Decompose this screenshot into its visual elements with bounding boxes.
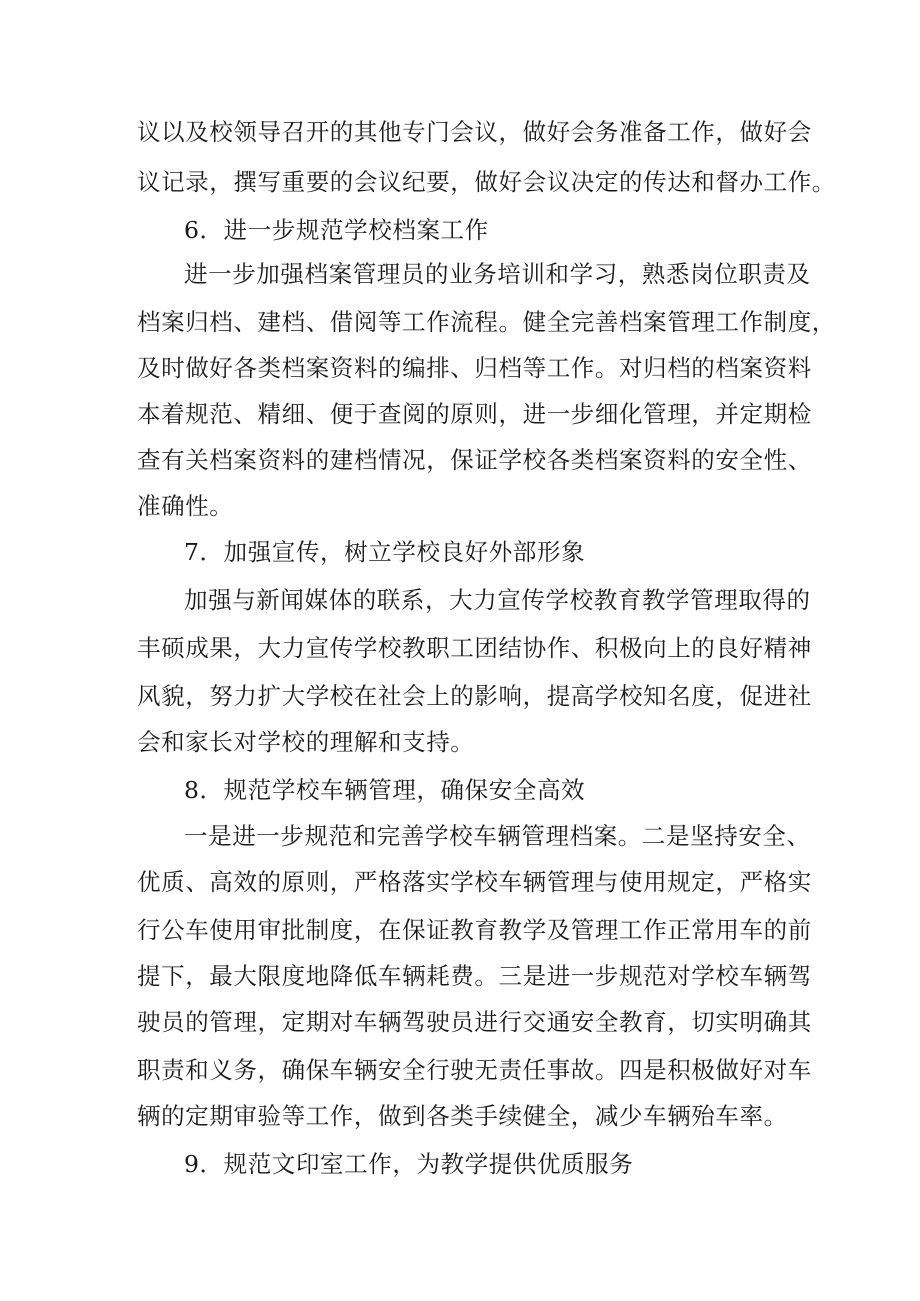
section-heading-8: 8．规范学校车辆管理，确保安全高效 <box>184 776 586 804</box>
text-line: 驶员的管理，定期对车辆驾驶员进行交通安全教育，切实明确其 <box>137 1008 812 1036</box>
text-line: 辆的定期审验等工作，做到各类手续健全，减少车辆殆车率。 <box>137 1102 788 1130</box>
text-line: 及时做好各类档案资料的编排、归档等工作。对归档的档案资料 <box>137 354 812 382</box>
text-line: 查有关档案资料的建档情况，保证学校各类档案资料的安全性、 <box>137 446 812 474</box>
text-line: 准确性。 <box>137 492 234 520</box>
text-line: 风貌，努力扩大学校在社会上的影响，提高学校知名度，促进社 <box>137 682 812 710</box>
text-line: 行公车使用审批制度，在保证教育教学及管理工作正常用车的前 <box>137 916 812 944</box>
text-line: 议记录，撰写重要的会议纪要，做好会议决定的传达和督办工作。 <box>137 168 836 196</box>
text-line: 议以及校领导召开的其他专门会议，做好会务准备工作，做好会 <box>137 118 812 146</box>
section-heading-9: 9．规范文印室工作，为教学提供优质服务 <box>184 1150 634 1178</box>
text-line: 优质、高效的原则，严格落实学校车辆管理与使用规定，严格实 <box>137 868 812 896</box>
section-heading-6: 6．进一步规范学校档案工作 <box>184 216 489 244</box>
text-line: 加强与新闻媒体的联系，大力宣传学校教育教学管理取得的 <box>184 586 811 614</box>
section-heading-7: 7．加强宣传，树立学校良好外部形象 <box>184 538 586 566</box>
text-line: 会和家长对学校的理解和支持。 <box>137 728 475 756</box>
text-line: 提下，最大限度地降低车辆耗费。三是进一步规范对学校车辆驾 <box>137 962 812 990</box>
text-line: 档案归档、建档、借阅等工作流程。健全完善档案管理工作制度， <box>137 308 836 336</box>
text-line: 本着规范、精细、便于查阅的原则，进一步细化管理，并定期检 <box>137 400 812 428</box>
text-line: 一是进一步规范和完善学校车辆管理档案。二是坚持安全、 <box>184 822 811 850</box>
text-line: 职责和义务，确保车辆安全行驶无责任事故。四是积极做好对车 <box>137 1056 812 1084</box>
text-line: 丰硕成果，大力宣传学校教职工团结协作、积极向上的良好精神 <box>137 634 812 662</box>
text-line: 进一步加强档案管理员的业务培训和学习，熟悉岗位职责及 <box>184 260 811 288</box>
